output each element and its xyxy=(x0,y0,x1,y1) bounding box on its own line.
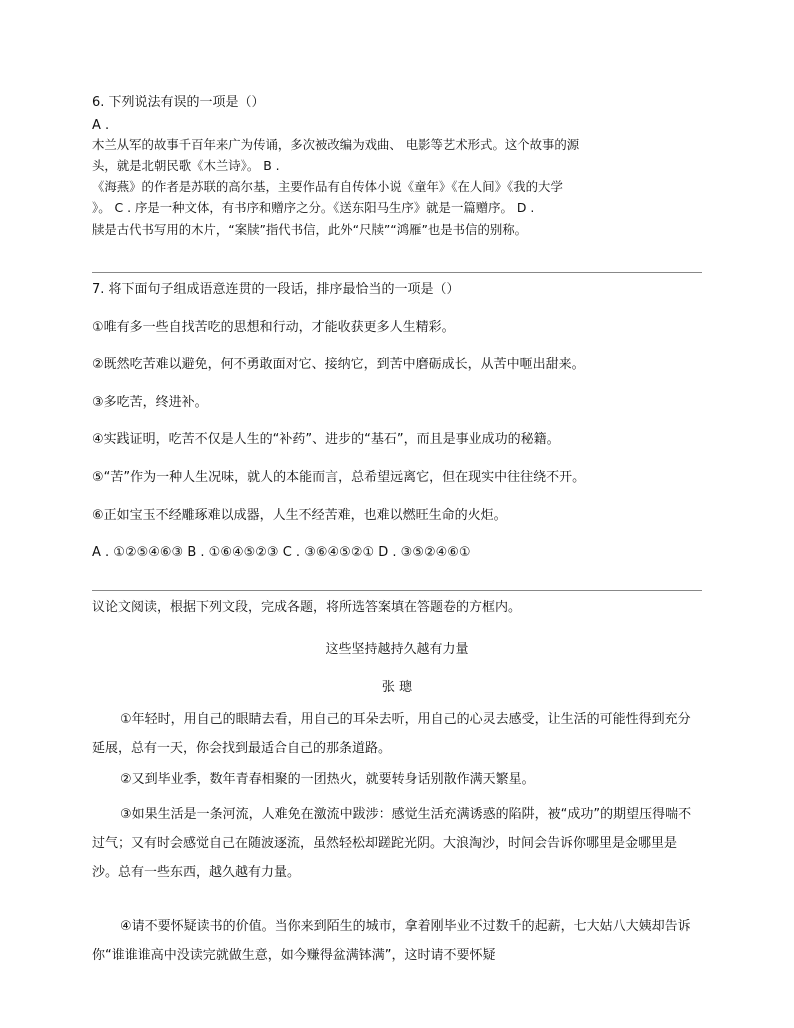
sentence-item: ③多吃苦，终进补。 xyxy=(92,395,208,410)
sentence-item: ①唯有多一些自找苦吃的思想和行动，才能收获更多人生精彩。 xyxy=(92,320,455,335)
question-6-line: 《海燕》的作者是苏联的高尔基，主要作品有自传体小说《童年》《在人间》《我的大学 xyxy=(92,179,563,194)
article-author: 张 璁 xyxy=(381,680,413,695)
answer-options: A . ①②⑤④⑥③ B . ①⑥④⑤②③ C . ③⑥④⑤②① D . ③⑤②④⑥① xyxy=(92,545,471,560)
article-paragraph: ④请不要怀疑读书的价值。当你来到陌生的城市，拿着刚毕业不过数千的起薪，七大姑八大姨却告诉你“谁谁谁高中没读完就做生意，如今赚得盆满钵满”，这时请不要怀疑 xyxy=(92,919,691,963)
sentence-item: ④实践证明，吃苦不仅是人生的“补药”、进步的“基石”，而且是事业成功的秘籍。 xyxy=(92,432,560,447)
article-paragraph: ②又到毕业季，数年青春相聚的一团热火，就要转身话别散作满天繁星。 xyxy=(120,772,535,787)
section-divider xyxy=(92,272,702,273)
article-paragraph: ③如果生活是一条河流，人难免在激流中跋涉：感觉生活充满诱惑的陷阱，被“成功”的期望压得喘不过气；又有时会感觉自己在随波逐流，虽然轻松却蹉跎光阴。大浪淘沙，时间会告诉你哪里是金哪里是沙。总有一些东西，越久越有力量。 xyxy=(92,807,692,880)
question-6-line: A . xyxy=(92,118,110,133)
question-6-line: 牍是古代书写用的木片，“案牍”指代书信，此外“尺牍”“鸿雁”也是书信的别称。 xyxy=(92,222,528,237)
question-6-line: 头，就是北朝民歌《木兰诗》。 B . xyxy=(92,158,280,173)
reading-instruction: 议论文阅读，根据下列文段，完成各题，将所选答案填在答题卷的方框内。 xyxy=(92,600,522,615)
sentence-item: ②既然吃苦难以避免，何不勇敢面对它、接纳它，到苦中磨砺成长，从苦中咂出甜来。 xyxy=(92,357,585,372)
question-6-line: 木兰从军的故事千百年来广为传诵，多次被改编为戏曲、 电影等艺术形式。这个故事的源 xyxy=(92,137,580,152)
question-7-stem: 7. 将下面句子组成语意连贯的一段话，排序最恰当的一项是（） xyxy=(92,282,460,297)
article-paragraph: ①年轻时，用自己的眼睛去看，用自己的耳朵去听，用自己的心灵去感受，让生活的可能性得到充分延展，总有一天，你会找到最适合自己的那条道路。 xyxy=(92,712,691,756)
question-6-stem: 6. 下列说法有误的一项是（） xyxy=(92,95,265,110)
article-title: 这些坚持越持久越有力量 xyxy=(325,642,469,657)
sentence-item: ⑥正如宝玉不经雕琢难以成器，人生不经苦难，也难以燃旺生命的火炬。 xyxy=(92,508,507,523)
sentence-item: ⑤“苦”作为一种人生况味，就人的本能而言，总希望远离它，但在现实中往往绕不开。 xyxy=(92,470,586,485)
section-divider xyxy=(92,590,702,591)
question-6-line: 》。 C . 序是一种文体，有书序和赠序之分。《送东阳马生序》就是一篇赠序。 D . xyxy=(92,200,535,215)
